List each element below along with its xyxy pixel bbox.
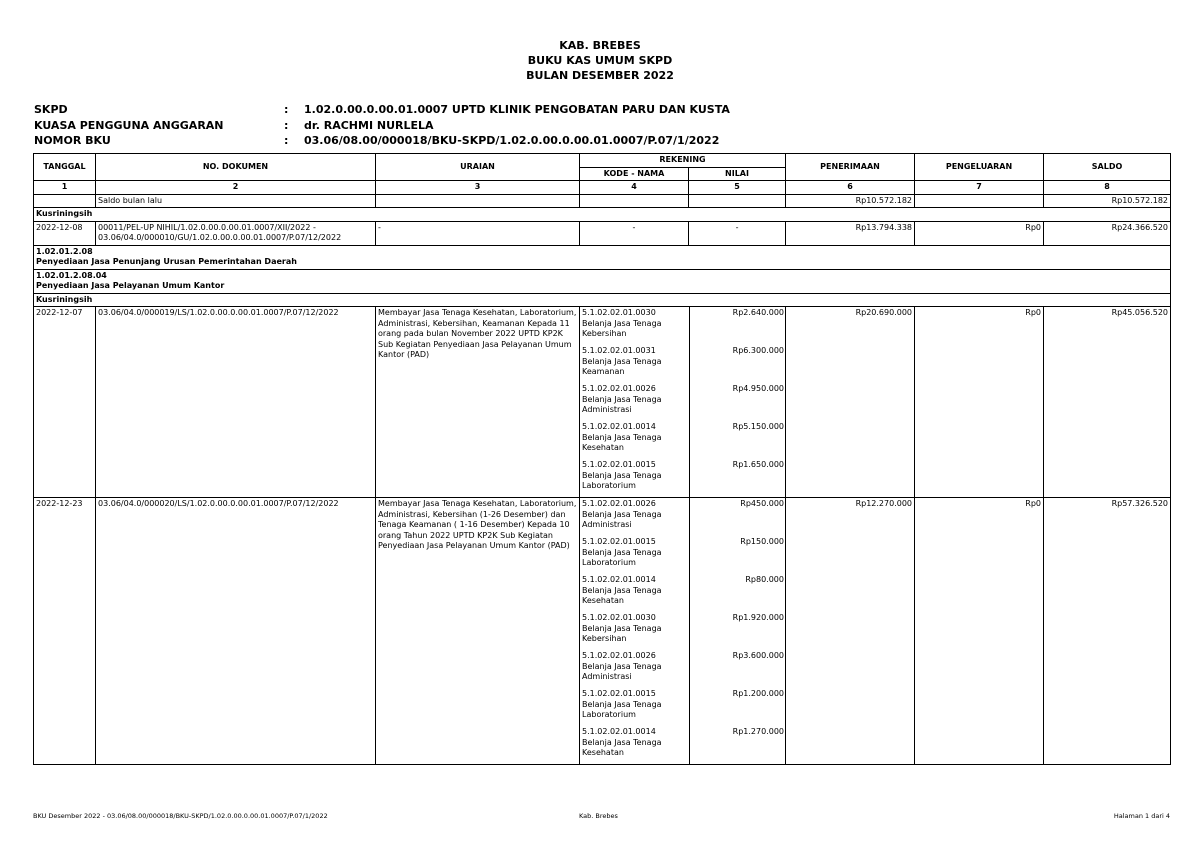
- row-kode: -: [580, 221, 689, 245]
- row-dokumen: 03.06/04.0/000020/LS/1.02.0.00.0.00.01.0007/P.07/12/2022: [96, 498, 376, 765]
- rekening-item: [580, 421, 786, 459]
- rekening-item: [580, 650, 786, 688]
- col-uraian: URAIAN: [376, 154, 580, 181]
- rekening-nilai: Rp6.300.000: [732, 346, 784, 355]
- rekening-nilai: Rp450.000: [740, 499, 784, 508]
- row-pengeluaran: Rp0: [915, 307, 1044, 498]
- rekening-kode: 5.1.02.02.01.0030 Belanja Jasa Tenaga Kebersihan: [580, 307, 689, 345]
- row-saldo: Rp24.366.520: [1044, 221, 1171, 245]
- number-row: [34, 181, 1171, 195]
- table-row: [34, 498, 1171, 765]
- row-penerimaan: Rp20.690.000: [786, 307, 915, 498]
- col-dokumen: NO. DOKUMEN: [96, 154, 376, 181]
- rekening-kode: 5.1.02.02.01.0014 Belanja Jasa Tenaga Kesehatan: [580, 726, 689, 764]
- skpd-label: SKPD: [34, 103, 68, 116]
- meta-row-kpa: [34, 118, 730, 134]
- table-row-saldo-awal: [34, 194, 1171, 208]
- rekening-item: [580, 459, 786, 497]
- rekening-nilai: Rp1.200.000: [732, 689, 784, 698]
- col-number: 1: [34, 181, 96, 195]
- nomor-value: 03.06/08.00/000018/BKU-SKPD/1.02.0.00.0.00.01.0007/P.07/1/2022: [304, 134, 720, 147]
- rekening-item: [580, 307, 786, 345]
- meta-row-skpd: [34, 102, 730, 118]
- report-title: BUKU KAS UMUM SKPD: [527, 54, 673, 67]
- rekening-kode: 5.1.02.02.01.0015 Belanja Jasa Tenaga Laboratorium: [580, 688, 689, 726]
- skpd-value: 1.02.0.00.0.00.01.0007 UPTD KLINIK PENGOBATAN PARU DAN KUSTA: [304, 103, 730, 116]
- kpa-label: KUASA PENGGUNA ANGGARAN: [34, 118, 224, 132]
- rekening-nilai: Rp4.950.000: [732, 384, 784, 393]
- row-uraian: Membayar Jasa Tenaga Kesehatan, Laboratorium, Administrasi, Kebersihan (1-26 Desember) dan Tenaga Keamanan ( 1-16 Desember) Kepada 10 orang Tahun 2022 UPTD KP2K Sub Kegiatan Penyediaan Jasa Pelayanan Umum Kantor (PAD): [376, 498, 580, 765]
- rekening-nilai: Rp80.000: [745, 575, 784, 584]
- rekening-kode: 5.1.02.02.01.0031 Belanja Jasa Tenaga Keamanan: [580, 345, 689, 383]
- col-nilai: NILAI: [689, 167, 786, 181]
- row-uraian: Membayar Jasa Tenaga Kesehatan, Laboratorium, Administrasi, Kebersihan, Keamanan Kepada 11 orang pada bulan November 2022 UPTD KP2K Sub Kegiatan Penyediaan Jasa Pelayanan Umum Kantor (PAD): [376, 307, 580, 498]
- rekening-nilai: Rp5.150.000: [732, 422, 784, 431]
- rekening-item: [580, 345, 786, 383]
- saldo-awal-label: Saldo bulan lalu: [96, 194, 376, 208]
- section-bendahara: [34, 293, 1171, 307]
- subkegiatan-name: Penyediaan Jasa Pelayanan Umum Kantor: [36, 281, 225, 290]
- col-number: 2: [96, 181, 376, 195]
- rekening-item: [580, 726, 786, 764]
- row-saldo: Rp57.326.520: [1044, 498, 1171, 765]
- row-saldo: Rp45.056.520: [1044, 307, 1171, 498]
- report-period: BULAN DESEMBER 2022: [526, 69, 674, 82]
- footer-document-ref: BKU Desember 2022 - 03.06/08.00/000018/BKU-SKPD/1.02.0.00.0.00.01.0007/P.07/1/2022: [33, 812, 328, 820]
- rekening-item: [580, 612, 786, 650]
- col-kode-nama: KODE - NAMA: [580, 167, 689, 181]
- nomor-label: NOMOR BKU: [34, 134, 111, 147]
- section-bendahara: [34, 208, 1171, 222]
- rekening-kode: 5.1.02.02.01.0030 Belanja Jasa Tenaga Kebersihan: [580, 612, 689, 650]
- table-row: [34, 221, 1171, 245]
- report-header: [0, 38, 1200, 83]
- footer-page-number: Halaman 1 dari 4: [1113, 812, 1170, 820]
- rekening-kode: 5.1.02.02.01.0014 Belanja Jasa Tenaga Kesehatan: [580, 421, 689, 459]
- rekening-kode: 5.1.02.02.01.0015 Belanja Jasa Tenaga Laboratorium: [580, 459, 689, 497]
- rekening-list: [580, 498, 786, 764]
- col-number: 8: [1044, 181, 1171, 195]
- rekening-nilai: Rp1.920.000: [732, 613, 784, 622]
- rekening-item: [580, 498, 786, 536]
- colon: :: [284, 134, 289, 147]
- saldo-awal-saldo: Rp10.572.182: [1044, 194, 1171, 208]
- col-number: 6: [786, 181, 915, 195]
- region-title: KAB. BREBES: [559, 39, 641, 52]
- col-tanggal: TANGGAL: [34, 154, 96, 181]
- table-row: [34, 307, 1171, 498]
- row-penerimaan: Rp12.270.000: [786, 498, 915, 765]
- row-nilai: -: [689, 221, 786, 245]
- rekening-kode: 5.1.02.02.01.0015 Belanja Jasa Tenaga Laboratorium: [580, 536, 689, 574]
- rekening-kode: 5.1.02.02.01.0026 Belanja Jasa Tenaga Administrasi: [580, 383, 689, 421]
- row-dokumen: 03.06/04.0/000019/LS/1.02.0.00.0.00.01.0007/P.07/12/2022: [96, 307, 376, 498]
- col-pengeluaran: PENGELUARAN: [915, 154, 1044, 181]
- rekening-nilai: Rp1.650.000: [732, 460, 784, 469]
- rekening-kode: 5.1.02.02.01.0014 Belanja Jasa Tenaga Kesehatan: [580, 574, 689, 612]
- col-number: 7: [915, 181, 1044, 195]
- kpa-value: dr. RACHMI NURLELA: [304, 118, 434, 132]
- colon: :: [284, 103, 289, 116]
- rekening-item: [580, 383, 786, 421]
- colon: :: [284, 118, 289, 132]
- row-tanggal: 2022-12-07: [34, 307, 96, 498]
- header-row: [34, 154, 1171, 168]
- row-pengeluaran: Rp0: [915, 221, 1044, 245]
- rekening-nilai: Rp1.270.000: [732, 727, 784, 736]
- rekening-nilai: Rp2.640.000: [732, 308, 784, 317]
- footer-region: Kab. Brebes: [579, 812, 618, 820]
- kegiatan-code: 1.02.01.2.08: [36, 246, 93, 256]
- col-number: 3: [376, 181, 580, 195]
- rekening-item: [580, 574, 786, 612]
- kegiatan-name: Penyediaan Jasa Penunjang Urusan Pemerintahan Daerah: [36, 257, 297, 266]
- rekening-item: [580, 688, 786, 726]
- row-tanggal: 2022-12-23: [34, 498, 96, 765]
- row-dokumen: 00011/PEL-UP NIHIL/1.02.0.00.0.00.01.0007/XII/2022 - 03.06/04.0/000010/GU/1.02.0.00.0.00.01.0007/P.07/12/2022: [96, 221, 376, 245]
- bendahara-name: Kusriningsih: [34, 208, 1171, 222]
- section-kegiatan: [34, 245, 1171, 269]
- section-subkegiatan: [34, 269, 1171, 293]
- rekening-list: [580, 307, 786, 497]
- col-rekening: REKENING: [580, 154, 786, 168]
- col-number: 5: [689, 181, 786, 195]
- meta-row-nomor: [34, 133, 730, 149]
- rekening-kode: 5.1.02.02.01.0026 Belanja Jasa Tenaga Administrasi: [580, 498, 689, 536]
- row-penerimaan: Rp13.794.338: [786, 221, 915, 245]
- bendahara-name: Kusriningsih: [34, 293, 1171, 307]
- row-pengeluaran: Rp0: [915, 498, 1044, 765]
- rekening-kode: 5.1.02.02.01.0026 Belanja Jasa Tenaga Administrasi: [580, 650, 689, 688]
- col-saldo: SALDO: [1044, 154, 1171, 181]
- bku-table: [33, 153, 1171, 765]
- row-uraian: -: [376, 221, 580, 245]
- rekening-nilai: Rp3.600.000: [732, 651, 784, 660]
- rekening-nilai: Rp150.000: [740, 537, 784, 546]
- row-tanggal: 2022-12-08: [34, 221, 96, 245]
- rekening-item: [580, 536, 786, 574]
- col-penerimaan: PENERIMAAN: [786, 154, 915, 181]
- report-meta: [34, 102, 730, 149]
- col-number: 4: [580, 181, 689, 195]
- subkegiatan-code: 1.02.01.2.08.04: [36, 270, 107, 280]
- saldo-awal-penerimaan: Rp10.572.182: [786, 194, 915, 208]
